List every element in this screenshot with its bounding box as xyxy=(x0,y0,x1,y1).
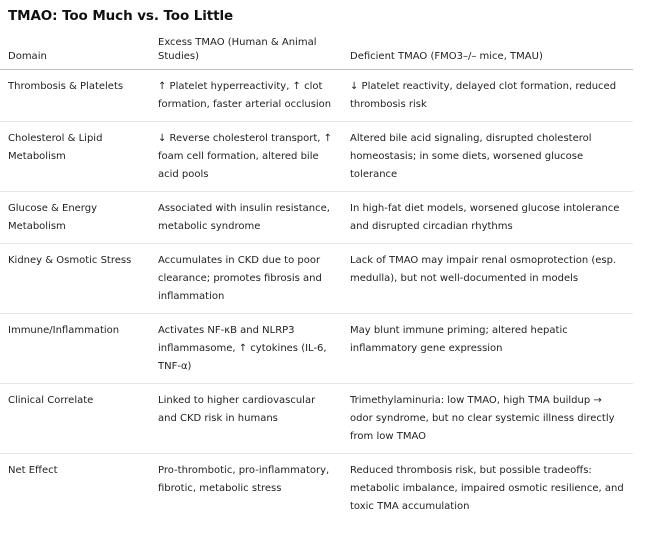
domain-cell: Kidney & Osmotic Stress xyxy=(0,244,150,314)
excess-cell: Pro-thrombotic, pro-inflammatory, fibrotic, metabolic stress xyxy=(158,465,330,494)
deficient-cell: May blunt immune priming; altered hepatic inflammatory gene expression xyxy=(342,314,633,384)
excess-cell: ↓ Reverse cholesterol transport, ↑ foam cell formation, altered bile acid pools xyxy=(150,122,342,192)
table-row xyxy=(0,244,633,314)
column-header-excess: Excess TMAO (Human & Animal Studies) xyxy=(150,34,342,70)
table-row xyxy=(0,384,633,454)
table-row xyxy=(0,192,633,244)
domain-cell: Glucose & Energy Metabolism xyxy=(0,192,150,244)
comparison-table xyxy=(0,34,633,523)
deficient-cell: Trimethylaminuria: low TMAO, high TMA buildup → odor syndrome, but no clear systemic illness directly from low TMAO xyxy=(342,384,633,454)
column-header-deficient: Deficient TMAO (FMO3–/– mice, TMAU) xyxy=(342,34,633,70)
page-title: TMAO: Too Much vs. Too Little xyxy=(8,8,234,24)
excess-cell: Associated with insulin resistance, metabolic syndrome xyxy=(150,192,342,244)
deficient-cell: In high-fat diet models, worsened glucose intolerance and disrupted circadian rhythms xyxy=(342,192,633,244)
domain-cell: Immune/Inflammation xyxy=(0,314,150,384)
excess-cell: ↑ Platelet hyperreactivity, ↑ clot formation, faster arterial occlusion xyxy=(150,70,342,122)
excess-cell: Accumulates in CKD due to poor clearance; promotes fibrosis and inflammation xyxy=(150,244,342,314)
column-header-domain: Domain xyxy=(0,34,150,70)
table-header-row xyxy=(0,34,633,70)
domain-cell: Net Effect xyxy=(8,465,58,476)
excess-cell: Activates NF-κB and NLRP3 inflammasome, ↑ cytokines (IL-6, TNF-α) xyxy=(150,314,342,384)
deficient-cell: Reduced thrombosis risk, but possible tradeoffs: metabolic imbalance, impaired osmotic resilience, and toxic TMA accumulation xyxy=(350,465,624,512)
deficient-cell: ↓ Platelet reactivity, delayed clot formation, reduced thrombosis risk xyxy=(342,70,633,122)
domain-cell: Cholesterol & Lipid Metabolism xyxy=(0,122,150,192)
table-row xyxy=(0,70,633,122)
domain-cell: Clinical Correlate xyxy=(0,384,150,454)
deficient-cell: Altered bile acid signaling, disrupted cholesterol homeostasis; in some diets, worsened glucose tolerance xyxy=(342,122,633,192)
deficient-cell: Lack of TMAO may impair renal osmoprotection (esp. medulla), but not well-documented in models xyxy=(342,244,633,314)
domain-cell: Thrombosis & Platelets xyxy=(0,70,150,122)
table-row xyxy=(0,454,633,524)
excess-cell: Linked to higher cardiovascular and CKD risk in humans xyxy=(150,384,342,454)
table-row xyxy=(0,314,633,384)
table-row xyxy=(0,122,633,192)
